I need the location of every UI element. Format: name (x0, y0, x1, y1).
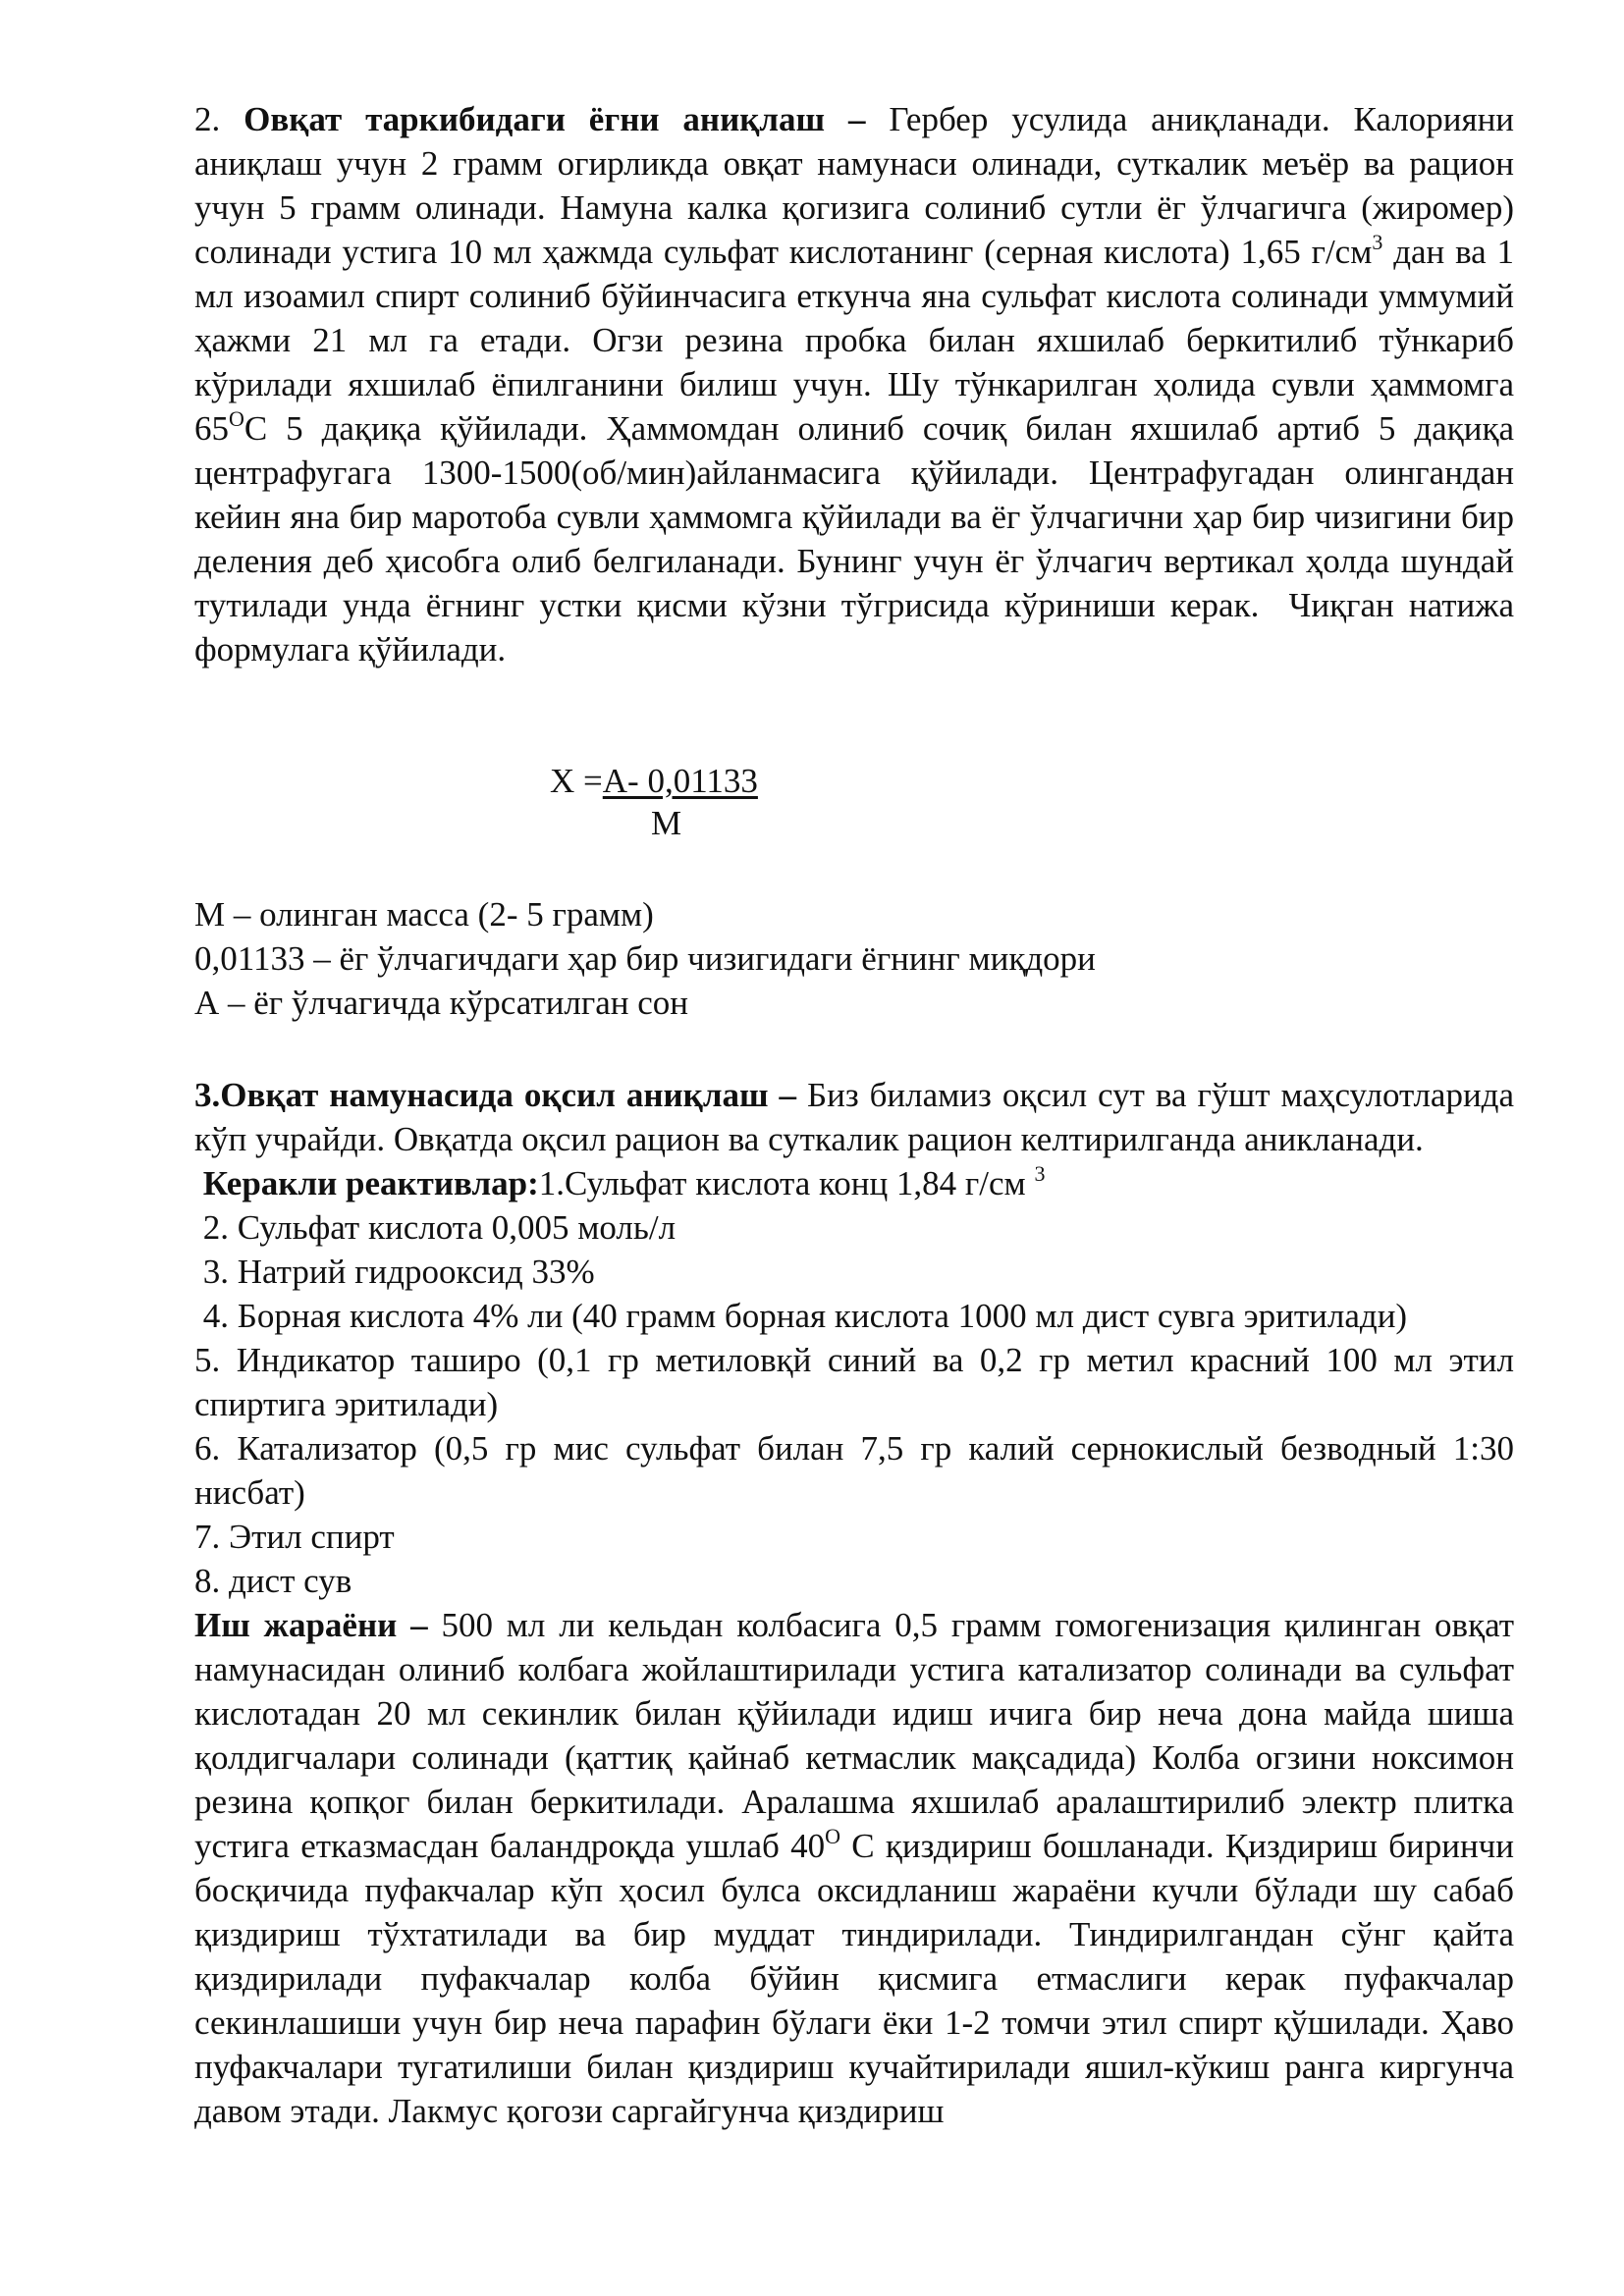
procedure-label: Иш жараёни – (194, 1606, 428, 1644)
reagent-item-4: 4. Борная кислота 4% ли (40 грамм борная кислота 1000 мл дист сувга эритилади) (202, 1297, 1408, 1335)
reagent-item-1: Керакли реактивлар:1.Сульфат кислота конц 1,84 г/см $^3$ (202, 1161, 1046, 1202)
section-2-text-a: Гербер усулида аниқланади. Калорияни аниқлаш учун 2 грамм огирликда овқат намунаси олинади, суткалик меъёр ва рацион учун 5 грамм олинади. Намуна калка қогизига солиниб сутли ёг ўлчагичга (жиромер) солинади устига 10 мл ҳажмда сульфат кислотанинг (серная кислота) 1,65 г/см (194, 100, 1515, 271)
section-3-intro (194, 1073, 1514, 1161)
reagent-item-2: 2. Сульфат кислота 0,005 моль/л (202, 1208, 677, 1247)
reagent-item-3: 3. Натрий гидрооксид 33% (202, 1253, 595, 1291)
section-2-dash: – (847, 100, 866, 138)
reagent-item-8: 8. дист сув (194, 1562, 352, 1600)
reagent-item-5: 5. Индикатор таширо (0,1 гр метиловқй синий ва 0,2 гр метил красний 100 мл этил спиртига эритилади) (194, 1341, 1514, 1423)
procedure-text-b: С қиздириш бошланади. Қиздириш биринчи босқичида пуфакчалар кўп ҳосил булса оксидланиш жараёни кучли бўлади шу сабаб қиздириш тўхтатилади ва бир муддат тиндирилади. Тиндирилгандан сўнг қайта қиздирилади пуфакчалар колба бўйин қисмига етмаслиги керак пуфакчалар секинлашиши учун бир неча парафин бўлаги ёки 1-2 томчи этил спирт қўшилади. Ҳаво пуфакчалари тугатилиши билан қиздириш кучайтирилади яшил-кўкиш ранга киргунча давом этади. Лакмус қогози саргайгунча қиздириш (194, 1827, 1515, 2130)
procedure-text-a: 500 мл ли кельдан колбасига 0,5 грамм гомогенизация қилинган овқат намунасидан олиниб колбага жойлаштирилади устига катализатор солинади ва сульфат кислотадан 20 мл секинлик билан қўйилади идиш ичига бир неча дона майда шиша қолдигчалари солинади (қаттиқ қайнаб кетмаслик мақсадида) Колба огзини ноксимон резина қопқог билан беркитилади. Аралашма яхшилаб аралаштирилиб электр плитка устига етказмасдан баландроқда ушлаб 40 (194, 1606, 1514, 1865)
section-2-paragraph (194, 97, 1514, 671)
legend-line-m: М – олинган масса (2- 5 грамм) (194, 895, 654, 934)
legend-line-coefficient: 0,01133 – ёг ўлчагичдаги ҳар бир чизигидаги ёгнинг миқдори (194, 939, 1096, 978)
reagent-item-6: 6. Катализатор (0,5 гр мис сульфат билан 7,5 гр калий сернокислый безводный 1:30 нисбат) (194, 1429, 1514, 1512)
formula-lhs: X = (550, 762, 603, 800)
section-2-sup-b: О (229, 406, 244, 431)
section-3 (194, 1073, 1514, 2133)
reagent-item-7: 7. Этил спирт (194, 1518, 395, 1556)
section-2-text-b: дан ва 1 мл изоамил спирт солиниб бўйинчасига еткунча яна сульфат кислота солинади уммумий ҳажми 21 мл га етади. Огзи резина пробка билан яхшилаб беркитилиб тўнкариб кўрилади яхшилаб ёпилганини билиш учун. Шу тўнкарилган ҳолида сувли ҳаммомга 65 (194, 233, 1515, 448)
section-2-text-d: Чиқган натижа формулага қўйилади. (194, 586, 1514, 668)
procedure-sup: О (825, 1824, 840, 1848)
formula-denominator: M (651, 804, 682, 842)
section-2-sup-a: 3 (1372, 230, 1383, 254)
section-3-dash: – (779, 1076, 796, 1114)
section-2-text-c: С 5 дақиқа қўйилади. Ҳаммомдан олиниб сочиқ билан яхшилаб артиб 5 дақиқа центрафугага 1300-1500(об/мин)айланмасига қўйилади. Центрафугадан олингандан кейин яна бир маротоба сувли ҳаммомга қўйилади ва ёг ўлчагични ҳар бир чизигини бир деления деб ҳисобга олиб белгиланади. Бунинг учун ёг ўлчагич вертикал ҳолда шундай тутилади унда ёгнинг устки қисми кўзни тўгрисида кўриниши керак. (194, 409, 1514, 624)
section-3-text: Биз биламиз оқсил сут ва гўшт маҳсулотларида кўп учрайди. Овқатда оқсил рацион ва суткалик рацион келтирилганда аникланади. (194, 1076, 1515, 1158)
formula-numerator: A- 0,01133 (602, 762, 758, 800)
fat-formula (550, 759, 758, 842)
section-2 (194, 97, 1514, 671)
section-2-title: Овқат таркибидаги ёгни аниқлаш (244, 100, 826, 138)
section-2-number: 2. (194, 100, 221, 138)
legend-line-a: А – ёг ўлчагичда кўрсатилган сон (194, 984, 689, 1022)
reagent-1-sup: 3 (1034, 1161, 1046, 1186)
section-3-title: 3.Овқат намунасида оқсил аниқлаш (194, 1076, 769, 1114)
formula-legend (194, 892, 1514, 1025)
reagents-label: Керакли реактивлар: (202, 1164, 539, 1202)
procedure-paragraph (194, 1603, 1514, 2133)
